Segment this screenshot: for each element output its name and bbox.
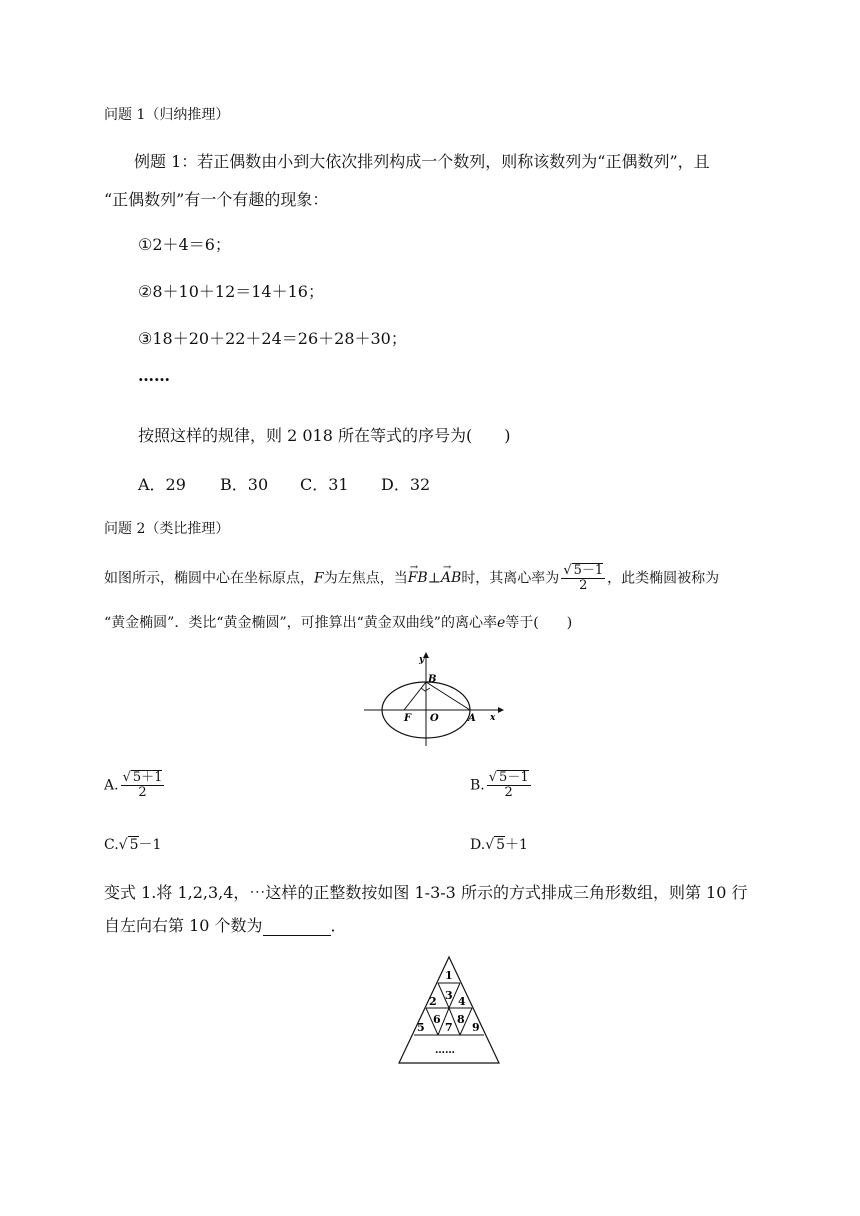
tri-num-6: 6 xyxy=(433,1013,441,1026)
problem2-text: 如图所示，椭圆中心在坐标原点， xyxy=(104,570,314,587)
p2-option-b: B. $\frac{√ 5-1}{2}$ xyxy=(470,770,529,801)
p2-option-c: C.√ 5－1 xyxy=(104,837,162,853)
label-y: y xyxy=(419,655,425,665)
tri-num-8: 8 xyxy=(457,1013,465,1026)
label-a: A xyxy=(468,713,476,724)
example1-line2: “正偶数列”有一个有趣的现象： xyxy=(104,190,329,209)
problem2-text: 等于( ) xyxy=(505,615,573,631)
tri-num-5: 5 xyxy=(417,1021,425,1034)
var-f: F xyxy=(314,570,324,587)
label-x: x xyxy=(490,713,496,723)
variant1-line2: 自左向右第 10 个数为 ． xyxy=(104,916,347,935)
label-o: O xyxy=(430,713,439,724)
vector-ab: → AB xyxy=(440,562,462,587)
option-a: A．29 xyxy=(138,475,186,494)
var-e: e xyxy=(496,615,506,631)
tri-num-3: 3 xyxy=(445,989,453,1002)
problem1-heading: 问题 1（归纳推理） xyxy=(104,107,230,123)
option-c: C．31 xyxy=(300,475,349,494)
ellipse-figure xyxy=(360,650,510,750)
problem2-line2 xyxy=(104,612,572,632)
ellipsis: …… xyxy=(138,366,170,385)
equation-1: ①2＋4＝6； xyxy=(138,235,231,254)
perp-symbol: ⊥ xyxy=(427,570,441,587)
option-b: B．30 xyxy=(220,475,269,494)
label-f: F xyxy=(404,713,412,724)
vector-fb: → FB xyxy=(407,562,428,587)
example1-line1: 例题 1：若正偶数由小到大依次排列构成一个数列，则称该数列为“正偶数列”，且 xyxy=(134,152,710,171)
variant1-line1: 变式 1.将 1,2,3,4，⋯这样的正整数按如图 1-3-3 所示的方式排成三角形数组，则第 10 行 xyxy=(104,883,748,902)
equation-2: ②8＋10＋12＝14＋16； xyxy=(138,282,324,301)
triangle-figure xyxy=(395,955,503,1067)
p2-option-a: A. $\frac{√ 5+1}{2}$ xyxy=(104,770,163,801)
segment-fb xyxy=(404,682,426,710)
label-b: B xyxy=(428,674,437,685)
tri-num-2: 2 xyxy=(429,995,437,1008)
problem2-text: “黄金椭圆”．类比“黄金椭圆”，可推算出“黄金双曲线”的离心率 xyxy=(104,615,497,631)
x-axis-arrow xyxy=(498,707,504,713)
tri-num-7: 7 xyxy=(445,1021,453,1034)
equation-3: ③18＋20＋22＋24＝26＋28＋30； xyxy=(138,329,407,348)
problem2-heading: 问题 2（类比推理） xyxy=(104,521,230,537)
eccentricity-fraction: $\frac{√ 5-1}{2}$ xyxy=(563,563,604,594)
p2-option-d: D.√ 5＋1 xyxy=(470,837,528,853)
tri-num-9: 9 xyxy=(472,1021,480,1034)
tri-num-4: 4 xyxy=(458,995,466,1008)
problem2-text: ，此类椭圆被称为 xyxy=(607,570,720,587)
problem2-line1 xyxy=(104,563,719,594)
problem1-question: 按照这样的规律，则 2 018 所在等式的序号为( ) xyxy=(138,426,511,445)
tri-ellipsis: …… xyxy=(435,1045,455,1056)
problem2-text: 时，其离心率为 xyxy=(461,570,560,587)
answer-blank[interactable] xyxy=(263,919,331,936)
tri-num-1: 1 xyxy=(445,969,453,982)
problem2-text: 为左焦点，当 xyxy=(323,570,408,587)
option-d: D．32 xyxy=(381,475,431,494)
